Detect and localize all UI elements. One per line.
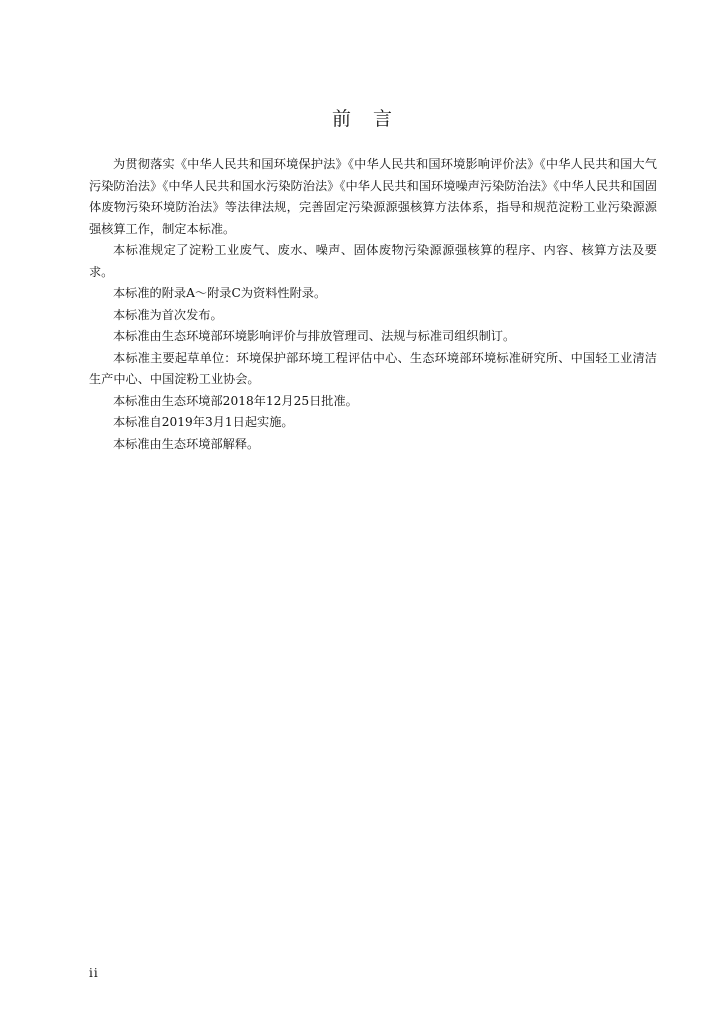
paragraph-scope: 本标准规定了淀粉工业废气、废水、噪声、固体废物污染源源强核算的程序、内容、核算方法及要求。 — [89, 243, 657, 279]
paragraph-interpretation: 本标准由生态环境部解释。 — [113, 436, 260, 451]
foreword-body — [89, 154, 657, 455]
paragraph-effective-date: 本标准自2019年3月1日起实施。 — [113, 415, 294, 429]
page-number: ii — [89, 966, 99, 980]
page-title: 前言 — [331, 108, 414, 130]
paragraph-drafting-units: 本标准主要起草单位：环境保护部环境工程评估中心、生态环境部环境标准研究所、中国轻工业清洁生产中心、中国淀粉工业协会。 — [89, 350, 657, 386]
paragraph-appendix: 本标准的附录A～附录C为资料性附录。 — [113, 286, 327, 300]
paragraph-legal-basis: 为贯彻落实《中华人民共和国环境保护法》《中华人民共和国环境影响评价法》《中华人民共和国大气污染防治法》《中华人民共和国水污染防治法》《中华人民共和国环境噪声污染防治法》《中华人民共和国固体废物污染环境防治法》等法律法规，完善固定污染源源强核算方法体系，指导和规范淀粉工业污染源源强核算工作，制定本标准。 — [89, 157, 657, 236]
paragraph-organizer: 本标准由生态环境部环境影响评价与排放管理司、法规与标准司组织制订。 — [113, 329, 516, 343]
paragraph-approval-date: 本标准由生态环境部2018年12月25日批准。 — [113, 393, 358, 408]
paragraph-first-release: 本标准为首次发布。 — [113, 307, 223, 322]
